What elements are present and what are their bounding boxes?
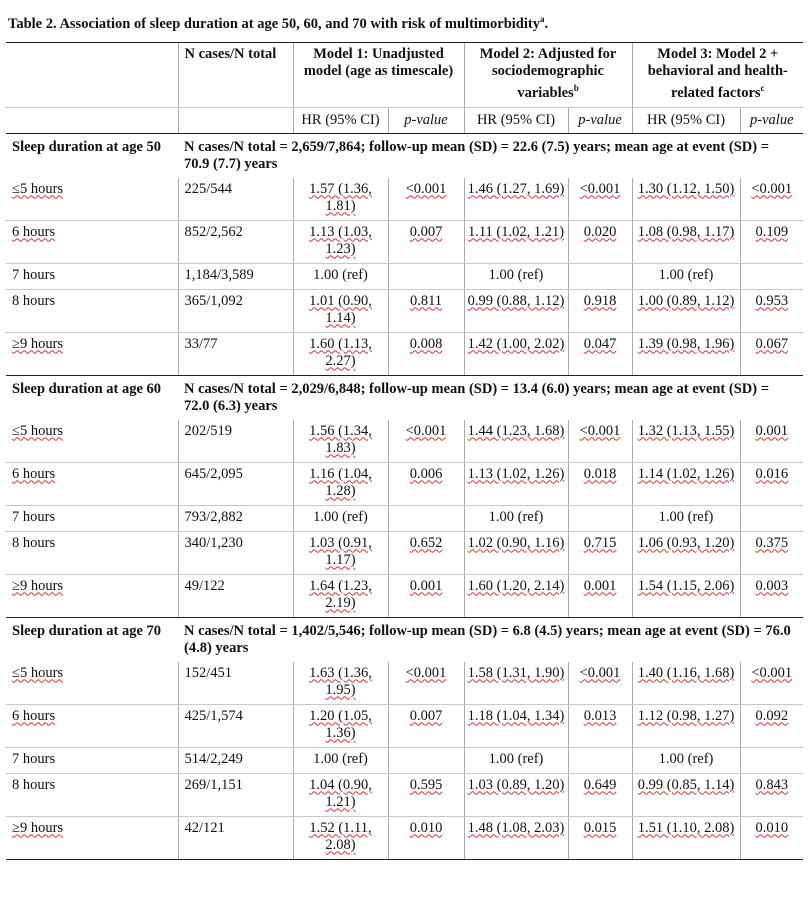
cell-hr-model-1 xyxy=(293,704,388,747)
cell-n-cases-text: 793/2,882 xyxy=(184,508,243,525)
table-row xyxy=(6,816,803,859)
cell-hr-model-3-text: 1.00 (ref) xyxy=(658,266,714,283)
cell-hr-model-2-text: 1.13 (1.02, 1.26) xyxy=(467,465,565,482)
model-1-label: Model 1: Unadjusted model (age as timescale) xyxy=(303,45,454,79)
table-row xyxy=(6,531,803,574)
cell-p-model-3 xyxy=(740,773,803,816)
section-label: Sleep duration at age 70 xyxy=(12,622,162,639)
row-label xyxy=(6,747,178,773)
cell-p-model-3 xyxy=(740,704,803,747)
row-label-text: ≥9 hours xyxy=(12,577,64,594)
row-label-text: ≤5 hours xyxy=(12,422,64,439)
cell-n-cases-text: 225/544 xyxy=(184,180,233,197)
row-label xyxy=(6,773,178,816)
cell-hr-model-1 xyxy=(293,816,388,859)
row-label xyxy=(6,220,178,263)
row-label xyxy=(6,816,178,859)
cell-p-model-2 xyxy=(568,773,632,816)
section-label: Sleep duration at age 50 xyxy=(12,138,162,155)
cell-p-model-3 xyxy=(740,531,803,574)
cell-n-cases xyxy=(178,462,293,505)
cell-p-model-3 xyxy=(740,747,803,773)
cell-p-model-2 xyxy=(568,531,632,574)
cell-p-model-2 xyxy=(568,462,632,505)
cell-n-cases xyxy=(178,662,293,705)
cell-hr-model-1 xyxy=(293,531,388,574)
p-label-1: p-value xyxy=(404,111,448,128)
subheader-blank-1 xyxy=(6,107,178,133)
model-3-label: Model 3: Model 2 + behavioral and health-related factors xyxy=(647,45,788,101)
table-caption: Table 2. Association of sleep duration at age 50, 60, and 70 with risk of multimorbidity$^a$. xyxy=(8,14,549,32)
caption-footnote-marker: a xyxy=(539,14,545,24)
cell-hr-model-2 xyxy=(464,178,568,221)
cell-n-cases-text: 49/122 xyxy=(184,577,225,594)
cell-p-model-3 xyxy=(740,505,803,531)
cell-hr-model-2-text: 1.60 (1.20, 2.14) xyxy=(467,577,565,594)
cell-hr-model-3 xyxy=(632,773,740,816)
cell-p-model-2 xyxy=(568,505,632,531)
cell-hr-model-1-text: 1.60 (1.13, 2.27) xyxy=(309,335,372,369)
cell-hr-model-3-text: 0.99 (0.85, 1.14) xyxy=(637,776,735,793)
section-summary: N cases/N total = 2,029/6,848; follow-up mean (SD) = 13.4 (6.0) years; mean age at event (SD) = 72.0 (6.3) years xyxy=(184,380,769,414)
row-label xyxy=(6,662,178,705)
cell-p-model-3-text: <0.001 xyxy=(751,180,793,197)
cell-p-model-3-text: 0.067 xyxy=(755,335,789,352)
subheader-hr-2: HR (95% CI) xyxy=(464,107,568,133)
cell-p-model-2-text: 0.001 xyxy=(583,577,617,594)
cell-hr-model-3-text: 1.00 (ref) xyxy=(658,750,714,767)
cell-p-model-3 xyxy=(740,289,803,332)
cell-hr-model-3-text: 1.14 (1.02, 1.26) xyxy=(637,465,735,482)
cell-hr-model-3 xyxy=(632,332,740,375)
cell-hr-model-2-text: 1.00 (ref) xyxy=(488,750,544,767)
cell-n-cases xyxy=(178,747,293,773)
cell-hr-model-3 xyxy=(632,178,740,221)
cell-hr-model-1 xyxy=(293,747,388,773)
table-row xyxy=(6,662,803,705)
cell-n-cases-text: 269/1,151 xyxy=(184,776,243,793)
row-label-text: ≥9 hours xyxy=(12,819,64,836)
cell-p-model-3-text: 0.010 xyxy=(755,819,789,836)
cell-hr-model-1 xyxy=(293,662,388,705)
cell-hr-model-1 xyxy=(293,263,388,289)
cell-n-cases xyxy=(178,773,293,816)
cell-hr-model-2-text: 1.48 (1.08, 2.03) xyxy=(467,819,565,836)
cell-hr-model-3-text: 1.30 (1.12, 1.50) xyxy=(637,180,735,197)
cell-hr-model-2-text: 1.02 (0.90, 1.16) xyxy=(467,534,565,551)
cell-p-model-2-text: <0.001 xyxy=(579,422,621,439)
cell-p-model-1 xyxy=(388,178,464,221)
cell-hr-model-3 xyxy=(632,505,740,531)
cell-n-cases xyxy=(178,178,293,221)
cell-p-model-2-text: 0.918 xyxy=(583,292,617,309)
cell-hr-model-1-text: 1.52 (1.11, 2.08) xyxy=(309,819,372,853)
cell-n-cases xyxy=(178,816,293,859)
cell-p-model-2 xyxy=(568,220,632,263)
cell-hr-model-3-text: 1.40 (1.16, 1.68) xyxy=(637,664,735,681)
caption-text: Table 2. Association of sleep duration at age 50, 60, and 70 with risk of multimorbidity xyxy=(8,15,540,32)
row-label xyxy=(6,263,178,289)
cell-hr-model-1-text: 1.63 (1.36, 1.95) xyxy=(309,664,372,698)
cell-hr-model-2 xyxy=(464,747,568,773)
cell-hr-model-3-text: 1.00 (0.89, 1.12) xyxy=(637,292,735,309)
table-row xyxy=(6,747,803,773)
row-label xyxy=(6,531,178,574)
cell-hr-model-1-text: 1.04 (0.90, 1.21) xyxy=(309,776,372,810)
row-label-text: ≥9 hours xyxy=(12,335,64,352)
cell-p-model-1 xyxy=(388,332,464,375)
subheader-p-3 xyxy=(740,107,803,133)
header-model-3 xyxy=(632,42,803,107)
cell-hr-model-1-text: 1.01 (0.90, 1.14) xyxy=(309,292,372,326)
cell-hr-model-3-text: 1.12 (0.98, 1.27) xyxy=(637,707,735,724)
cell-p-model-2 xyxy=(568,816,632,859)
cell-hr-model-1-text: 1.16 (1.04, 1.28) xyxy=(309,465,372,499)
cell-p-model-2-text: 0.018 xyxy=(583,465,617,482)
cell-p-model-3 xyxy=(740,263,803,289)
cell-hr-model-1 xyxy=(293,462,388,505)
cell-hr-model-3 xyxy=(632,574,740,617)
cell-p-model-2-text: 0.715 xyxy=(583,534,617,551)
cell-hr-model-3 xyxy=(632,816,740,859)
header-model-1 xyxy=(293,42,464,107)
cell-p-model-1 xyxy=(388,220,464,263)
cell-p-model-2 xyxy=(568,289,632,332)
cell-hr-model-2 xyxy=(464,462,568,505)
cell-p-model-1-text: 0.007 xyxy=(409,223,443,240)
cell-p-model-1 xyxy=(388,747,464,773)
cell-hr-model-1-text: 1.03 (0.91, 1.17) xyxy=(309,534,372,568)
cell-p-model-1 xyxy=(388,704,464,747)
cell-hr-model-2-text: 1.42 (1.00, 2.02) xyxy=(467,335,565,352)
cell-n-cases xyxy=(178,420,293,463)
cell-p-model-3-text: 0.953 xyxy=(755,292,789,309)
subheader-hr-3: HR (95% CI) xyxy=(632,107,740,133)
cell-p-model-3-text: 0.375 xyxy=(755,534,789,551)
table-row xyxy=(6,178,803,221)
cell-n-cases-text: 42/121 xyxy=(184,819,225,836)
cell-hr-model-2-text: 1.11 (1.02, 1.21) xyxy=(467,223,565,240)
section-header-row xyxy=(6,375,803,420)
cell-p-model-2 xyxy=(568,747,632,773)
cell-hr-model-2 xyxy=(464,773,568,816)
cell-p-model-1-text: 0.010 xyxy=(409,819,443,836)
cell-hr-model-2 xyxy=(464,289,568,332)
cell-n-cases-text: 202/519 xyxy=(184,422,233,439)
row-label xyxy=(6,574,178,617)
cell-p-model-2 xyxy=(568,420,632,463)
cell-hr-model-1 xyxy=(293,505,388,531)
cell-n-cases xyxy=(178,332,293,375)
table-row xyxy=(6,505,803,531)
cell-hr-model-2-text: 0.99 (0.88, 1.12) xyxy=(467,292,565,309)
section-label: Sleep duration at age 60 xyxy=(12,380,162,397)
cell-hr-model-3 xyxy=(632,263,740,289)
row-label xyxy=(6,178,178,221)
cell-n-cases-text: 645/2,095 xyxy=(184,465,243,482)
header-model-2 xyxy=(464,42,632,107)
subheader-hr-1: HR (95% CI) xyxy=(293,107,388,133)
cell-p-model-1-text: 0.008 xyxy=(409,335,443,352)
cell-hr-model-2 xyxy=(464,704,568,747)
cell-hr-model-1 xyxy=(293,220,388,263)
cell-p-model-2 xyxy=(568,662,632,705)
cell-n-cases xyxy=(178,289,293,332)
cell-hr-model-3 xyxy=(632,531,740,574)
row-label xyxy=(6,462,178,505)
cell-n-cases xyxy=(178,505,293,531)
cell-p-model-1-text: 0.652 xyxy=(409,534,443,551)
cell-p-model-3-text: 0.109 xyxy=(755,223,789,240)
table-row xyxy=(6,704,803,747)
row-label-text: ≤5 hours xyxy=(12,180,64,197)
table-row xyxy=(6,420,803,463)
cell-hr-model-3 xyxy=(632,462,740,505)
cell-hr-model-2 xyxy=(464,420,568,463)
cell-hr-model-3 xyxy=(632,747,740,773)
cell-p-model-3-text: <0.001 xyxy=(751,664,793,681)
cell-p-model-3 xyxy=(740,178,803,221)
row-label-text: 7 hours xyxy=(12,750,56,767)
cell-p-model-3 xyxy=(740,332,803,375)
cell-hr-model-1-text: 1.00 (ref) xyxy=(313,266,368,283)
cell-p-model-1-text: <0.001 xyxy=(405,422,447,439)
cell-hr-model-2 xyxy=(464,220,568,263)
table-body xyxy=(6,133,803,859)
row-label-text: 8 hours xyxy=(12,534,56,551)
model-2-label: Model 2: Adjusted for sociodemographic variables xyxy=(479,45,617,101)
cell-n-cases-text: 852/2,562 xyxy=(184,223,243,240)
table-row xyxy=(6,289,803,332)
cell-p-model-1-text: 0.595 xyxy=(409,776,443,793)
cell-hr-model-3-text: 1.51 (1.10, 2.08) xyxy=(637,819,735,836)
cell-hr-model-3 xyxy=(632,289,740,332)
row-label xyxy=(6,420,178,463)
subheader-p-2 xyxy=(568,107,632,133)
row-label-text: 8 hours xyxy=(12,292,56,309)
cell-n-cases-text: 340/1,230 xyxy=(184,534,243,551)
cell-hr-model-1-text: 1.56 (1.34, 1.83) xyxy=(309,422,372,456)
cell-hr-model-1 xyxy=(293,773,388,816)
header-row xyxy=(6,42,803,107)
cell-p-model-1-text: 0.811 xyxy=(409,292,443,309)
cell-hr-model-2-text: 1.44 (1.23, 1.68) xyxy=(467,422,565,439)
cell-n-cases-text: 514/2,249 xyxy=(184,750,243,767)
cell-hr-model-2-text: 1.00 (ref) xyxy=(488,508,544,525)
cell-hr-model-1 xyxy=(293,289,388,332)
cell-p-model-3-text: 0.092 xyxy=(755,707,789,724)
cell-p-model-1-text: <0.001 xyxy=(405,664,447,681)
cell-hr-model-2 xyxy=(464,332,568,375)
cell-hr-model-1 xyxy=(293,420,388,463)
cell-n-cases-text: 1,184/3,589 xyxy=(184,266,254,283)
table-row xyxy=(6,263,803,289)
cell-hr-model-3 xyxy=(632,662,740,705)
section-summary: N cases/N total = 2,659/7,864; follow-up mean (SD) = 22.6 (7.5) years; mean age at event (SD) = 70.9 (7.7) years xyxy=(184,138,769,172)
cell-hr-model-2-text: 1.18 (1.04, 1.34) xyxy=(467,707,565,724)
row-label-text: 6 hours xyxy=(12,707,56,724)
model-3-footnote-marker: c xyxy=(760,82,765,93)
cell-p-model-3 xyxy=(740,220,803,263)
cell-n-cases xyxy=(178,263,293,289)
cell-p-model-1-text: 0.001 xyxy=(409,577,443,594)
cell-p-model-1-text: <0.001 xyxy=(405,180,447,197)
cell-p-model-1 xyxy=(388,420,464,463)
cell-p-model-2-text: 0.649 xyxy=(583,776,617,793)
table-row xyxy=(6,773,803,816)
cell-p-model-3 xyxy=(740,462,803,505)
row-label-text: 7 hours xyxy=(12,508,56,525)
cell-hr-model-2 xyxy=(464,505,568,531)
subheader-row xyxy=(6,107,803,133)
cell-hr-model-3-text: 1.39 (0.98, 1.96) xyxy=(637,335,735,352)
cell-hr-model-3-text: 1.54 (1.15, 2.06) xyxy=(637,577,735,594)
cell-p-model-2 xyxy=(568,574,632,617)
cell-p-model-2 xyxy=(568,178,632,221)
table-row xyxy=(6,332,803,375)
cell-n-cases-text: 425/1,574 xyxy=(184,707,243,724)
cell-p-model-1 xyxy=(388,289,464,332)
cell-n-cases-text: 33/77 xyxy=(184,335,218,352)
row-label-text: 6 hours xyxy=(12,223,56,240)
cell-hr-model-1-text: 1.57 (1.36, 1.81) xyxy=(309,180,372,214)
cell-p-model-3 xyxy=(740,816,803,859)
cell-p-model-1 xyxy=(388,773,464,816)
cell-hr-model-2-text: 1.46 (1.27, 1.69) xyxy=(467,180,565,197)
cell-p-model-2 xyxy=(568,263,632,289)
cell-hr-model-1 xyxy=(293,178,388,221)
cell-hr-model-1 xyxy=(293,332,388,375)
p-label-3: p-value xyxy=(750,111,794,128)
cell-p-model-1 xyxy=(388,263,464,289)
cell-p-model-3-text: 0.003 xyxy=(755,577,789,594)
cell-p-model-1-text: 0.007 xyxy=(409,707,443,724)
cell-n-cases-text: 152/451 xyxy=(184,664,233,681)
row-label xyxy=(6,704,178,747)
cell-p-model-3-text: 0.843 xyxy=(755,776,789,793)
cell-hr-model-2-text: 1.58 (1.31, 1.90) xyxy=(467,664,565,681)
cell-hr-model-1-text: 1.00 (ref) xyxy=(313,750,368,767)
cell-p-model-3-text: 0.001 xyxy=(755,422,789,439)
model-2-footnote-marker: b xyxy=(573,82,579,93)
cell-hr-model-1-text: 1.13 (1.03, 1.23) xyxy=(309,223,372,257)
cell-p-model-2-text: <0.001 xyxy=(579,180,621,197)
table-row xyxy=(6,220,803,263)
section-header-row xyxy=(6,133,803,178)
row-label xyxy=(6,505,178,531)
cell-n-cases xyxy=(178,531,293,574)
cell-hr-model-1-text: 1.64 (1.23, 2.19) xyxy=(309,577,372,611)
subheader-p-1 xyxy=(388,107,464,133)
cell-hr-model-2 xyxy=(464,263,568,289)
cell-p-model-1 xyxy=(388,531,464,574)
cell-p-model-2-text: 0.020 xyxy=(583,223,617,240)
results-table xyxy=(6,42,803,860)
section-header-row xyxy=(6,617,803,662)
cell-hr-model-2-text: 1.00 (ref) xyxy=(488,266,544,283)
cell-p-model-1-text: 0.006 xyxy=(409,465,443,482)
cell-p-model-2 xyxy=(568,704,632,747)
cell-p-model-1 xyxy=(388,662,464,705)
cell-hr-model-2 xyxy=(464,662,568,705)
cell-hr-model-1-text: 1.00 (ref) xyxy=(313,508,368,525)
cell-hr-model-2 xyxy=(464,574,568,617)
cell-p-model-3 xyxy=(740,420,803,463)
cell-hr-model-2 xyxy=(464,531,568,574)
cell-hr-model-3 xyxy=(632,220,740,263)
cell-n-cases-text: 365/1,092 xyxy=(184,292,243,309)
cell-p-model-1 xyxy=(388,816,464,859)
cell-p-model-3-text: 0.016 xyxy=(755,465,789,482)
cell-hr-model-3-text: 1.00 (ref) xyxy=(658,508,714,525)
cell-hr-model-2-text: 1.03 (0.89, 1.20) xyxy=(467,776,565,793)
cell-p-model-2 xyxy=(568,332,632,375)
cell-hr-model-3 xyxy=(632,420,740,463)
cell-hr-model-3-text: 1.06 (0.93, 1.20) xyxy=(637,534,735,551)
row-label xyxy=(6,289,178,332)
table-row xyxy=(6,574,803,617)
cell-n-cases xyxy=(178,704,293,747)
cell-hr-model-3-text: 1.08 (0.98, 1.17) xyxy=(637,223,735,240)
cell-n-cases xyxy=(178,220,293,263)
p-label-2: p-value xyxy=(578,111,622,128)
cell-p-model-1 xyxy=(388,574,464,617)
row-label-text: 6 hours xyxy=(12,465,56,482)
row-label xyxy=(6,332,178,375)
row-label-text: 8 hours xyxy=(12,776,56,793)
cell-n-cases xyxy=(178,574,293,617)
row-label-text: 7 hours xyxy=(12,266,56,283)
table-row xyxy=(6,462,803,505)
header-n-cases: N cases/N total xyxy=(178,42,293,107)
row-label-text: ≤5 hours xyxy=(12,664,64,681)
cell-p-model-2-text: <0.001 xyxy=(579,664,621,681)
cell-hr-model-2 xyxy=(464,816,568,859)
header-blank xyxy=(6,42,178,107)
cell-hr-model-1-text: 1.20 (1.05, 1.36) xyxy=(309,707,372,741)
cell-p-model-1 xyxy=(388,462,464,505)
cell-p-model-1 xyxy=(388,505,464,531)
cell-hr-model-3 xyxy=(632,704,740,747)
subheader-blank-2 xyxy=(178,107,293,133)
section-summary: N cases/N total = 1,402/5,546; follow-up mean (SD) = 6.8 (4.5) years; mean age at event (SD) = 76.0 (4.8) years xyxy=(184,622,791,656)
cell-p-model-3 xyxy=(740,662,803,705)
cell-p-model-2-text: 0.047 xyxy=(583,335,617,352)
cell-hr-model-3-text: 1.32 (1.13, 1.55) xyxy=(637,422,735,439)
cell-hr-model-1 xyxy=(293,574,388,617)
cell-p-model-2-text: 0.015 xyxy=(583,819,617,836)
cell-p-model-2-text: 0.013 xyxy=(583,707,617,724)
cell-p-model-3 xyxy=(740,574,803,617)
